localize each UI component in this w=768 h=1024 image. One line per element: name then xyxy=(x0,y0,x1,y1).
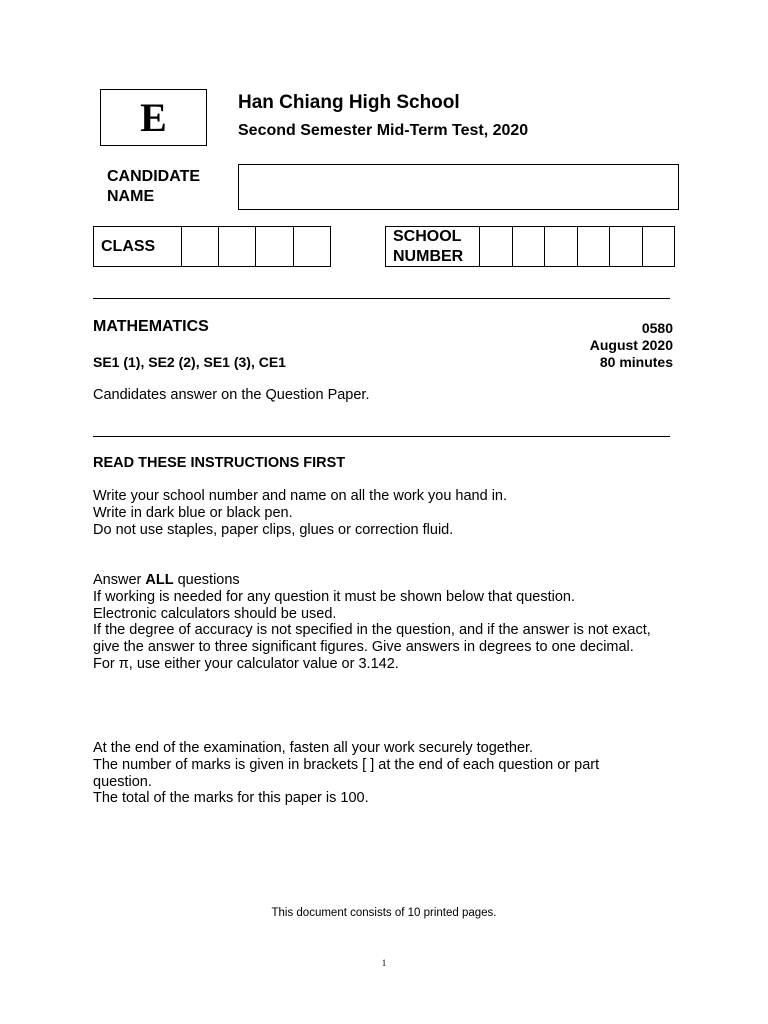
instruction-line: The number of marks is given in brackets [ ] at the end of each question or part question. xyxy=(93,756,600,790)
paper-code: 0580 xyxy=(641,320,673,336)
answer-all-prefix: Answer xyxy=(93,572,146,588)
version-letter: E xyxy=(140,95,167,140)
class-cell[interactable] xyxy=(293,227,330,266)
answering-instructions xyxy=(93,572,673,673)
school-number-label xyxy=(386,227,479,266)
version-letter-box xyxy=(100,89,207,146)
answer-all-suffix: questions xyxy=(173,572,240,588)
class-cell[interactable] xyxy=(255,227,292,266)
school-number-label-line1: SCHOOL xyxy=(393,227,462,245)
instruction-line: At the end of the examination, fasten all your work securely together. xyxy=(93,740,534,756)
school-number-cell[interactable] xyxy=(609,227,641,266)
answer-note: Candidates answer on the Question Paper. xyxy=(93,387,370,403)
school-number-cell[interactable] xyxy=(512,227,544,266)
page-number: 1 xyxy=(381,958,387,968)
school-number-cell[interactable] xyxy=(642,227,674,266)
instruction-line: Write your school number and name on all the work you hand in. xyxy=(93,488,508,504)
subject: MATHEMATICS xyxy=(93,318,209,335)
school-number-grid xyxy=(385,226,675,267)
instruction-line: For π, use either your calculator value or 3.142. xyxy=(93,655,399,672)
answer-all-line xyxy=(93,572,673,589)
paper-meta xyxy=(590,320,673,371)
school-number-label-line2: NUMBER xyxy=(393,247,464,265)
candidate-name-field[interactable] xyxy=(238,164,679,210)
candidate-label-line2: NAME xyxy=(107,188,155,205)
paper-duration: 80 minutes xyxy=(599,354,673,370)
class-label: CLASS xyxy=(101,237,156,255)
instruction-line: If the degree of accuracy is not specified in the question, and if the answer is not exact, give the answer to three significant figures. Give answers in degrees to one decimal. xyxy=(93,622,651,656)
class-grid xyxy=(93,226,331,267)
divider xyxy=(93,298,670,299)
pages-note: This document consists of 10 printed pages. xyxy=(271,907,497,919)
end-instructions xyxy=(93,740,653,807)
instruction-line: Write in dark blue or black pen. xyxy=(93,504,293,521)
paper-date: August 2020 xyxy=(589,337,673,353)
instruction-line: Do not use staples, paper clips, glues or correction fluid. xyxy=(93,521,454,538)
instructions-heading: READ THESE INSTRUCTIONS FIRST xyxy=(93,455,346,471)
candidate-label-line1: CANDIDATE xyxy=(107,168,201,185)
divider xyxy=(93,436,670,437)
instruction-line: Electronic calculators should be used. xyxy=(93,605,337,622)
test-title: Second Semester Mid-Term Test, 2020 xyxy=(238,122,529,139)
school-number-cell[interactable] xyxy=(479,227,511,266)
general-instructions xyxy=(93,488,673,538)
answer-all-bold: ALL xyxy=(145,572,174,588)
school-number-cell[interactable] xyxy=(544,227,576,266)
class-cell[interactable] xyxy=(218,227,255,266)
candidate-name-label xyxy=(107,167,200,207)
school-name: Han Chiang High School xyxy=(238,92,460,113)
class-cell[interactable] xyxy=(181,227,218,266)
instruction-line: If working is needed for any question it must be shown below that question. xyxy=(93,588,576,605)
paper-sets: SE1 (1), SE2 (2), SE1 (3), CE1 xyxy=(93,354,286,370)
school-number-cell[interactable] xyxy=(577,227,609,266)
instruction-line: The total of the marks for this paper is 100. xyxy=(93,790,369,807)
